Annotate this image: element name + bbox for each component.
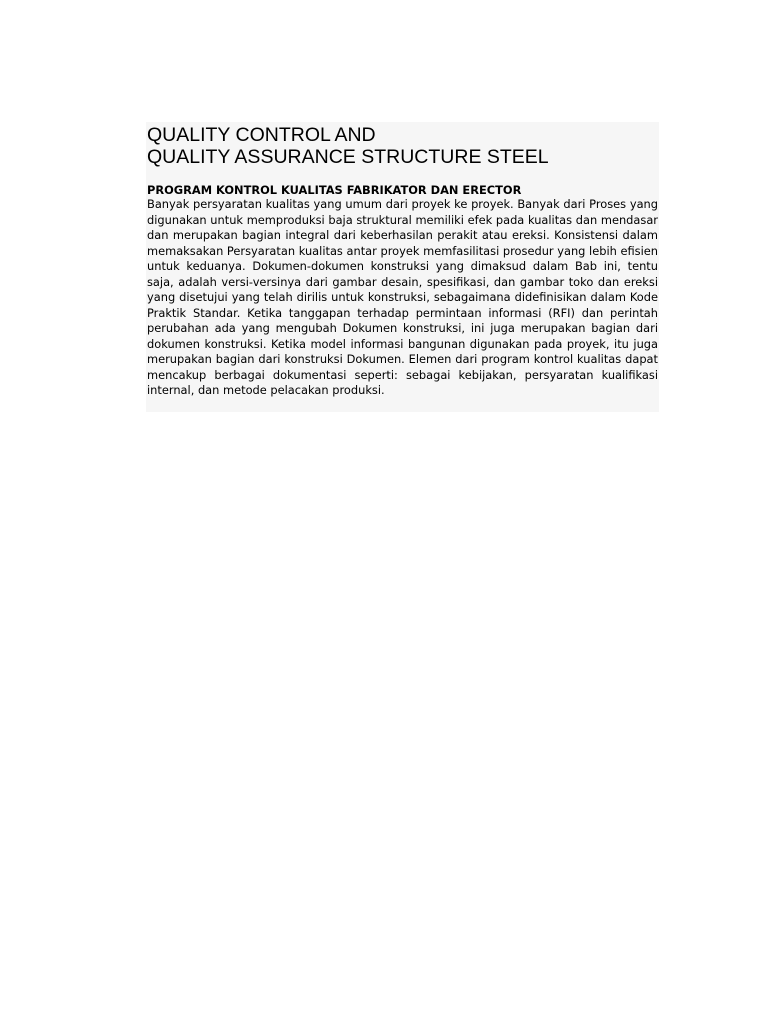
section-heading: PROGRAM KONTROL KUALITAS FABRIKATOR DAN ERECTOR <box>147 183 522 197</box>
document-title-line-2: QUALITY ASSURANCE STRUCTURE STEEL <box>147 146 549 168</box>
document-title-line-1: QUALITY CONTROL AND <box>147 124 376 146</box>
body-paragraph: Banyak persyaratan kualitas yang umum dari proyek ke proyek. Banyak dari Proses yang digunakan untuk memproduksi baja struktural memiliki efek pada kualitas dan mendasar dan merupakan bagian integral dari keberhasilan perakit atau ereksi. Konsistensi dalam memaksakan Persyaratan kualitas antar proyek memfasilitasi prosedur yang lebih efisien untuk keduanya. Dokumen-dokumen konstruksi yang dimaksud dalam Bab ini, tentu saja, adalah versi-versinya dari gambar desain, spesifikasi, dan gambar toko dan ereksi yang disetujui yang telah dirilis untuk konstruksi, sebagaimana didefinisikan dalam Kode Praktik Standar. Ketika tanggapan terhadap permintaan informasi (RFI) dan perintah perubahan ada yang mengubah Dokumen konstruksi, ini juga merupakan bagian dari dokumen konstruksi. Ketika model informasi bangunan digunakan pada proyek, itu juga merupakan bagian dari konstruksi Dokumen. Elemen dari program kontrol kualitas dapat mencakup berbagai dokumentasi seperti: sebagai kebijakan, persyaratan kualifikasi internal, dan metode pelacakan produksi. <box>147 197 658 397</box>
document-title <box>147 124 659 168</box>
